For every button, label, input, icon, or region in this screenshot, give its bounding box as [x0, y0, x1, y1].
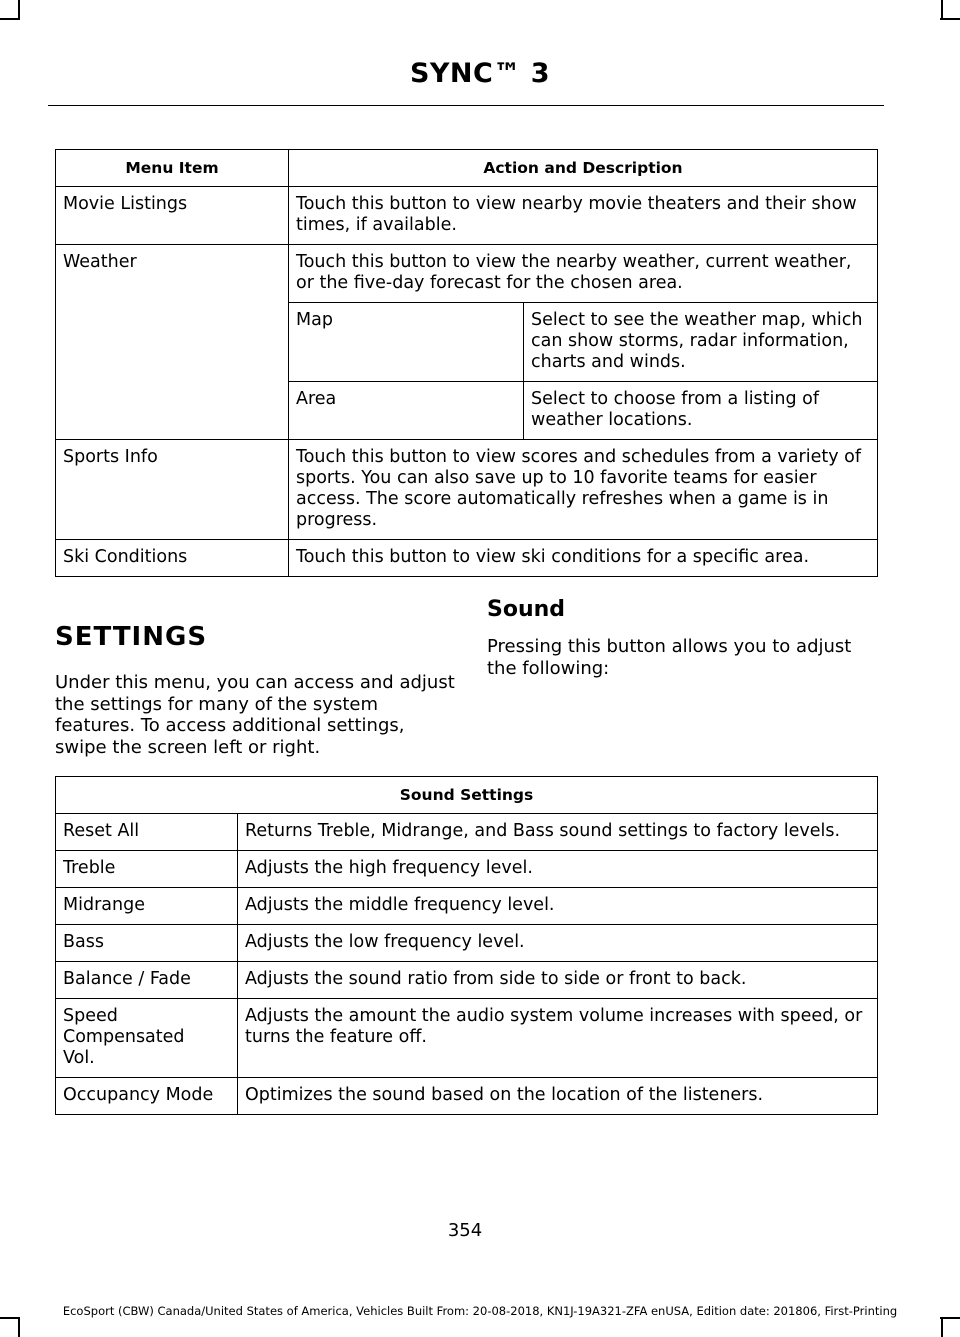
sound-setting-description: Adjusts the middle frequency level.: [245, 895, 555, 915]
menu-items-table: [55, 149, 878, 577]
settings-heading: SETTINGS: [55, 622, 208, 652]
menu-item-description: Touch this button to view the nearby weather, current weather, or the five-day forecast for the chosen area.: [296, 252, 852, 293]
settings-text: Under this menu, you can access and adjust the settings for many of the system features. To access additional settings, swipe the screen left or right.: [55, 672, 455, 758]
menu-item-name: Weather: [63, 252, 137, 272]
sound-heading: Sound: [487, 597, 566, 622]
crop-mark: [940, 18, 960, 20]
table-row: [56, 962, 878, 999]
menu-item-name: Ski Conditions: [63, 547, 188, 567]
table-header-row: [56, 150, 878, 187]
crop-mark: [0, 18, 20, 20]
column-header: Action and Description: [289, 150, 878, 187]
sound-setting-name: Balance / Fade: [63, 969, 191, 989]
table-row: [56, 187, 878, 245]
table-row: [56, 1078, 878, 1115]
settings-section: [55, 622, 455, 758]
sound-setting-name: Occupancy Mode: [63, 1085, 214, 1105]
crop-mark: [18, 1317, 20, 1337]
page-title: SYNC™ 3: [409, 58, 551, 89]
table-row: [56, 440, 878, 540]
crop-mark: [18, 0, 20, 20]
sound-setting-name: Speed Compensated Vol.: [63, 1006, 185, 1068]
menu-item-description: Touch this button to view nearby movie theaters and their show times, if available.: [296, 194, 857, 235]
table-row: [56, 999, 878, 1078]
table-row: [56, 814, 878, 851]
sound-setting-description: Adjusts the sound ratio from side to side or front to back.: [245, 969, 747, 989]
sound-text: Pressing this button allows you to adjust the following:: [487, 636, 852, 679]
table-row: [56, 245, 878, 303]
weather-sub-item: Map: [296, 310, 333, 330]
header-divider: [48, 105, 884, 106]
sound-setting-description: Optimizes the sound based on the location of the listeners.: [245, 1085, 764, 1105]
column-header: Menu Item: [56, 150, 289, 187]
table-row: [56, 925, 878, 962]
table-header-row: [56, 777, 878, 814]
sound-setting-description: Returns Treble, Midrange, and Bass sound settings to factory levels.: [245, 821, 841, 841]
sound-setting-name: Bass: [63, 932, 104, 952]
crop-mark: [941, 1317, 943, 1337]
menu-item-name: Sports Info: [63, 447, 158, 467]
table-row: [56, 540, 878, 577]
table-title: Sound Settings: [56, 777, 878, 814]
weather-sub-description: Select to choose from a listing of weather locations.: [531, 389, 820, 430]
sound-setting-description: Adjusts the high frequency level.: [245, 858, 533, 878]
sound-setting-description: Adjusts the low frequency level.: [245, 932, 525, 952]
footer-text: EcoSport (CBW) Canada/United States of America, Vehicles Built From: 20-08-2018, KN1J-19A321-ZFA enUSA, Edition date: 201806, First-Printing: [62, 1304, 898, 1318]
sound-section: [487, 597, 882, 679]
sound-setting-name: Reset All: [63, 821, 140, 841]
page-number: 354: [447, 1220, 483, 1241]
sound-setting-name: Treble: [63, 858, 116, 878]
table-row: [56, 851, 878, 888]
weather-sub-item: Area: [296, 389, 337, 409]
menu-item-description: Touch this button to view scores and schedules from a variety of sports. You can also save up to 10 favorite teams for easier access. The score automatically refreshes when a game is in progress.: [296, 447, 861, 530]
crop-mark: [941, 0, 943, 20]
sound-settings-table: [55, 776, 878, 1115]
sound-setting-name: Midrange: [63, 895, 145, 915]
menu-item-description: Touch this button to view ski conditions for a specific area.: [296, 547, 810, 567]
sound-setting-description: Adjusts the amount the audio system volume increases with speed, or turns the feature off.: [245, 1006, 863, 1047]
weather-sub-description: Select to see the weather map, which can show storms, radar information, charts and winds.: [531, 310, 863, 372]
menu-item-name: Movie Listings: [63, 194, 188, 214]
table-row: [56, 888, 878, 925]
